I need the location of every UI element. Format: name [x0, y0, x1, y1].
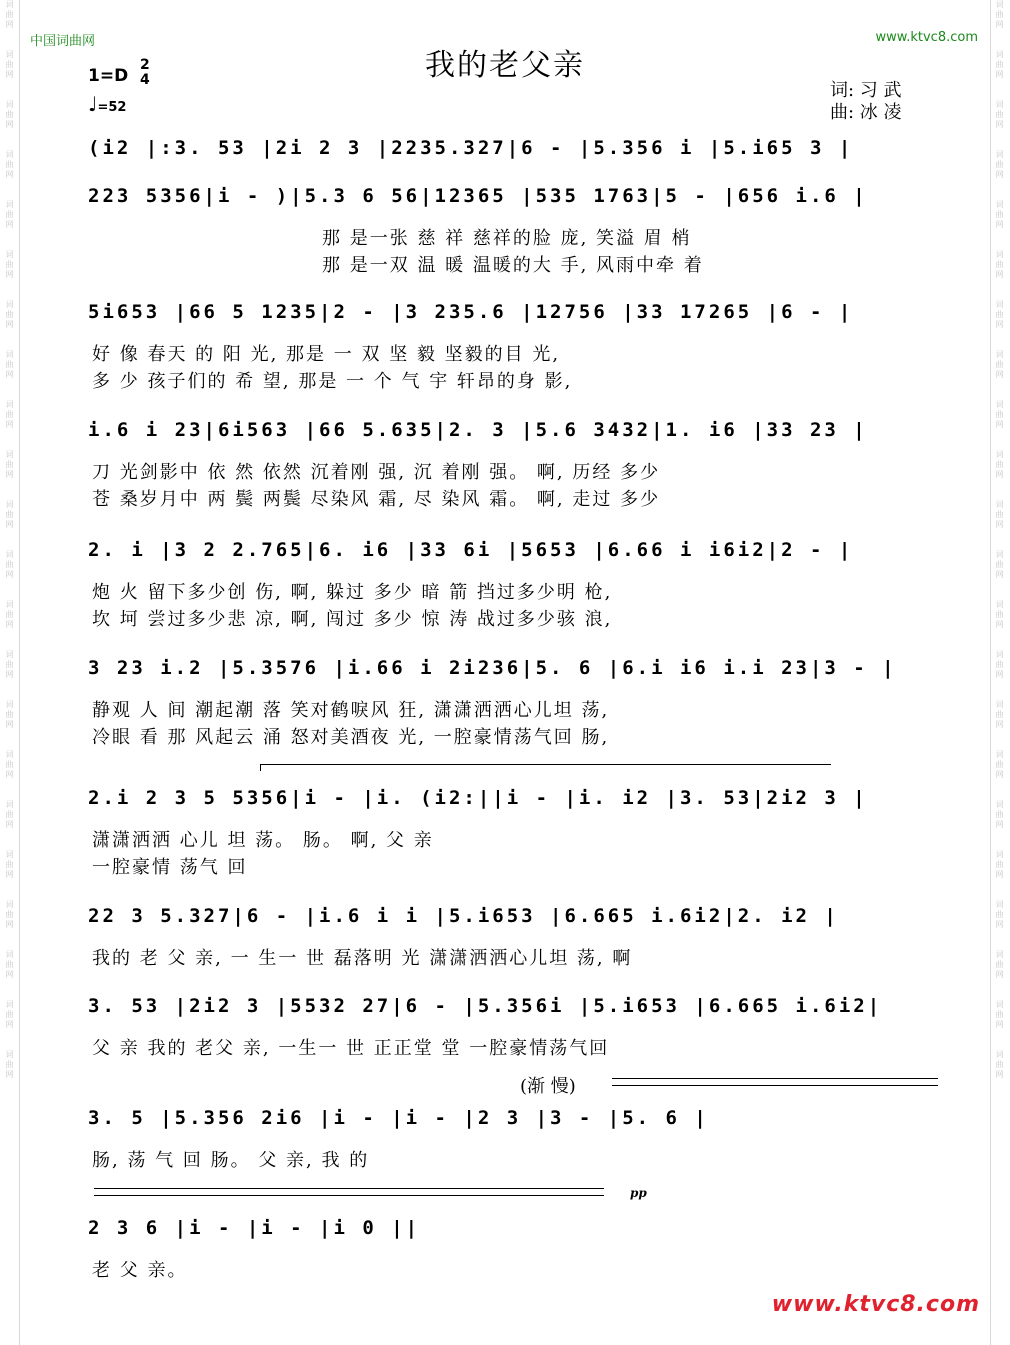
side-watermark-text: 词曲网: [995, 0, 1004, 29]
decrescendo-line: [94, 1188, 604, 1196]
side-watermark-text: 词曲网: [5, 50, 14, 79]
side-watermark-text: 词曲网: [5, 1000, 14, 1029]
ending-bracket: [260, 764, 831, 771]
lyric-line: 一腔豪情 荡气 回: [92, 857, 248, 878]
tempo-marking: [88, 92, 126, 116]
notation-line: 223 5356|i - )|5.3 6 56|12365 |535 1763|5 - |656 i.6 |: [88, 185, 868, 207]
side-watermark-text: 词曲网: [5, 150, 14, 179]
key-signature: 1=D: [88, 66, 129, 86]
notation-line: 5i653 |66 5 1235|2 - |3 235.6 |12756 |33 17265 |6 - |: [88, 301, 854, 323]
site-name-watermark[interactable]: 中国词曲网: [30, 34, 96, 49]
left-margin-line: [19, 0, 20, 1345]
ritardando-marking: (渐 慢): [520, 1076, 576, 1097]
lyric-line: 肠, 荡 气 回 肠。 父 亲, 我 的: [92, 1150, 370, 1171]
lyric-line: 静观 人 间 潮起潮 落 笑对鹤唳风 狂, 潇潇洒洒心儿坦 荡,: [92, 700, 610, 721]
side-watermark-text: 词曲网: [995, 1000, 1004, 1029]
side-watermark-text: 词曲网: [995, 450, 1004, 479]
side-watermark-text: 词曲网: [5, 100, 14, 129]
side-watermark-text: 词曲网: [5, 800, 14, 829]
dynamic-marking: pp: [630, 1186, 647, 1200]
notation-line: 2. i |3 2 2.765|6. i6 |33 6i |5653 |6.66 i i6i2|2 - |: [88, 539, 854, 561]
side-watermark-text: 词曲网: [995, 250, 1004, 279]
notation-line: i.6 i 23|6i563 |66 5.635|2. 3 |5.6 3432|1. i6 |33 23 |: [88, 419, 868, 441]
side-watermark-text: 词曲网: [995, 200, 1004, 229]
right-watermark-strip: [993, 0, 1007, 1345]
lyricist-credit: 词: 习 武: [830, 80, 902, 101]
notation-line: 3. 53 |2i2 3 |5532 27|6 - |5.356i |5.i653 |6.665 i.6i2|: [88, 995, 883, 1017]
side-watermark-text: 词曲网: [995, 150, 1004, 179]
notation-line: 2.i 2 3 5 5356|i - |i. (i2:||i - |i. i2 |3. 53|2i2 3 |: [88, 787, 868, 809]
lyric-line: 多 少 孩子们的 希 望, 那是 一 个 气 宇 轩昂的身 影,: [92, 371, 573, 392]
lyric-line: 冷眼 看 那 风起云 涌 怒对美酒夜 光, 一腔豪情荡气回 肠,: [92, 727, 610, 748]
side-watermark-text: 词曲网: [5, 850, 14, 879]
lyric-line: 炮 火 留下多少创 伤, 啊, 躲过 多少 暗 箭 挡过多少明 枪,: [92, 582, 613, 603]
side-watermark-text: 词曲网: [995, 300, 1004, 329]
side-watermark-text: 词曲网: [995, 750, 1004, 779]
side-watermark-text: 词曲网: [5, 1050, 14, 1079]
side-watermark-text: 词曲网: [5, 450, 14, 479]
lyric-line: 那 是一张 慈 祥 慈祥的脸 庞, 笑溢 眉 梢: [322, 228, 692, 249]
side-watermark-text: 词曲网: [5, 500, 14, 529]
side-watermark-text: 词曲网: [995, 400, 1004, 429]
side-watermark-text: 词曲网: [5, 350, 14, 379]
notation-line: 2 3 6 |i - |i - |i 0 ||: [88, 1217, 421, 1239]
notation-line: 3 23 i.2 |5.3576 |i.66 i 2i236|5. 6 |6.i i6 i.i 23|3 - |: [88, 657, 897, 679]
time-signature-bottom: 4: [140, 72, 150, 88]
lyric-line: 那 是一双 温 暖 温暖的大 手, 风雨中牵 着: [322, 255, 704, 276]
side-watermark-text: 词曲网: [5, 200, 14, 229]
lyric-line: 潇潇洒洒 心儿 坦 荡。 肠。 啊, 父 亲: [92, 830, 434, 851]
time-signature-top: 2: [140, 57, 150, 73]
right-margin-line: [990, 0, 991, 1345]
side-watermark-text: 词曲网: [5, 400, 14, 429]
ritardando-line: [612, 1078, 938, 1086]
composer-credit: 曲: 冰 凌: [830, 102, 902, 123]
side-watermark-text: 词曲网: [995, 50, 1004, 79]
side-watermark-text: 词曲网: [995, 600, 1004, 629]
tempo-value: =52: [97, 100, 127, 115]
lyric-line: 老 父 亲。: [92, 1260, 188, 1281]
side-watermark-text: 词曲网: [5, 900, 14, 929]
side-watermark-text: 词曲网: [5, 250, 14, 279]
lyric-line: 好 像 春天 的 阳 光, 那是 一 双 坚 毅 坚毅的目 光,: [92, 344, 561, 365]
lyric-line: 刀 光剑影中 依 然 依然 沉着刚 强, 沉 着刚 强。 啊, 历经 多少: [92, 462, 661, 483]
lyric-line: 父 亲 我的 老父 亲, 一生一 世 正正堂 堂 一腔豪情荡气回: [92, 1038, 610, 1059]
side-watermark-text: 词曲网: [995, 1050, 1004, 1079]
notation-line: 22 3 5.327|6 - |i.6 i i |5.i653 |6.665 i.6i2|2. i2 |: [88, 905, 839, 927]
side-watermark-text: 词曲网: [995, 100, 1004, 129]
time-signature: [140, 58, 150, 88]
notation-line: (i2 |:3. 53 |2i 2 3 |2235.327|6 - |5.356 i |5.i65 3 |: [88, 137, 854, 159]
side-watermark-text: 词曲网: [5, 300, 14, 329]
lyric-line: 苍 桑岁月中 两 鬓 两鬓 尽染风 霜, 尽 染风 霜。 啊, 走过 多少: [92, 489, 661, 510]
side-watermark-text: 词曲网: [5, 950, 14, 979]
side-watermark-text: 词曲网: [5, 550, 14, 579]
side-watermark-text: 词曲网: [995, 850, 1004, 879]
side-watermark-text: 词曲网: [995, 700, 1004, 729]
lyric-line: 我的 老 父 亲, 一 生一 世 磊落明 光 潇潇洒洒心儿坦 荡, 啊: [92, 948, 633, 969]
brand-watermark[interactable]: www.ktvc8.com: [771, 1292, 980, 1317]
left-watermark-strip: [3, 0, 17, 1345]
side-watermark-text: 词曲网: [995, 900, 1004, 929]
side-watermark-text: 词曲网: [5, 750, 14, 779]
side-watermark-text: 词曲网: [995, 650, 1004, 679]
side-watermark-text: 词曲网: [995, 350, 1004, 379]
side-watermark-text: 词曲网: [995, 950, 1004, 979]
side-watermark-text: 词曲网: [995, 500, 1004, 529]
quarter-note-icon: ♩: [88, 92, 98, 116]
site-url-watermark[interactable]: www.ktvc8.com: [875, 30, 978, 45]
notation-line: 3. 5 |5.356 2i6 |i - |i - |2 3 |3 - |5. 6 |: [88, 1107, 709, 1129]
side-watermark-text: 词曲网: [5, 700, 14, 729]
side-watermark-text: 词曲网: [5, 650, 14, 679]
side-watermark-text: 词曲网: [5, 0, 14, 29]
lyric-line: 坎 坷 尝过多少悲 凉, 啊, 闯过 多少 惊 涛 战过多少骇 浪,: [92, 609, 613, 630]
side-watermark-text: 词曲网: [5, 600, 14, 629]
side-watermark-text: 词曲网: [995, 550, 1004, 579]
song-title: 我的老父亲: [425, 48, 585, 83]
side-watermark-text: 词曲网: [995, 800, 1004, 829]
